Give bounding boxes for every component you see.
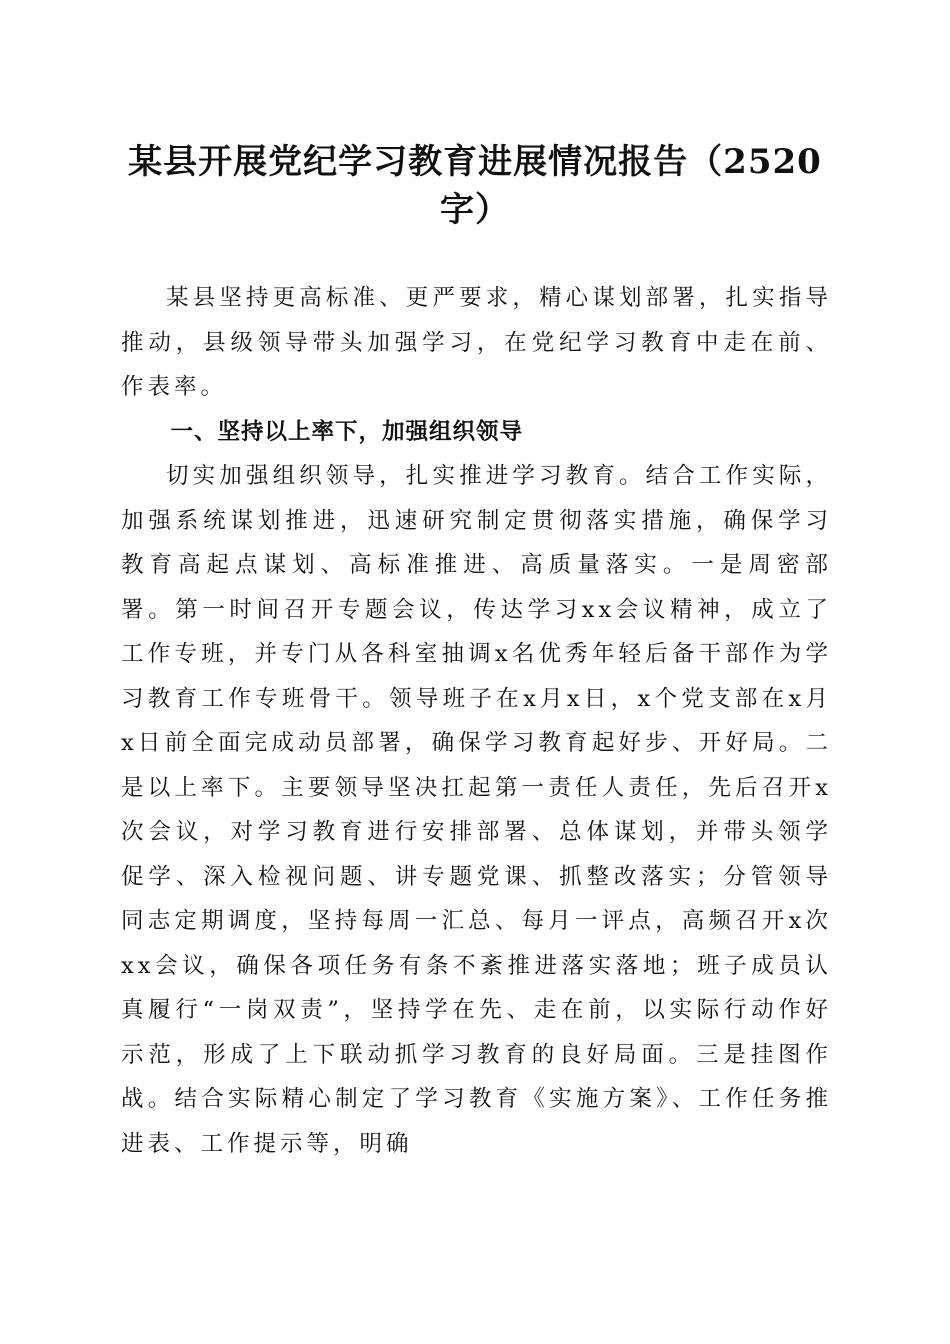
document-body	[121, 276, 832, 1166]
document-title: 某县开展党纪学习教育进展情况报告（2520字）	[128, 142, 822, 230]
intro-paragraph: 某县坚持更高标准、更严要求，精心谋划部署，扎实指导推动，县级领导带头加强学习，在党纪学习教育中走在前、作表率。	[121, 285, 832, 400]
section-heading: 一、坚持以上率下，加强组织领导	[170, 418, 524, 445]
section-paragraph: 切实加强组织领导，扎实推进学习教育。结合工作实际，加强系统谋划推进，迅速研究制定贯彻落实措施，确保学习教育高起点谋划、高标准推进、高质量落实。一是周密部署。第一时间召开专题会议，传达学习xx会议精神，成立了工作专班，并专门从各科室抽调x名优秀年轻后备干部作为学习教育工作专班骨干。领导班子在x月x日，x个党支部在x月x日前全面完成动员部署，确保学习教育起好步、开好局。二是以上率下。主要领导坚决扛起第一责任人责任，先后召开x次会议，对学习教育进行安排部署、总体谋划，并带头领学促学、深入检视问题、讲专题党课、抓整改落实；分管领导同志定期调度，坚持每周一汇总、每月一评点，高频召开x次xx会议，确保各项任务有条不紊推进落实落地；班子成员认真履行“一岗双责”，坚持学在先、走在前，以实际行动作好示范，形成了上下联动抓学习教育的良好局面。三是挂图作战。结合实际精心制定了学习教育《实施方案》、工作任务推进表、工作提示等，明确	[121, 463, 832, 1157]
